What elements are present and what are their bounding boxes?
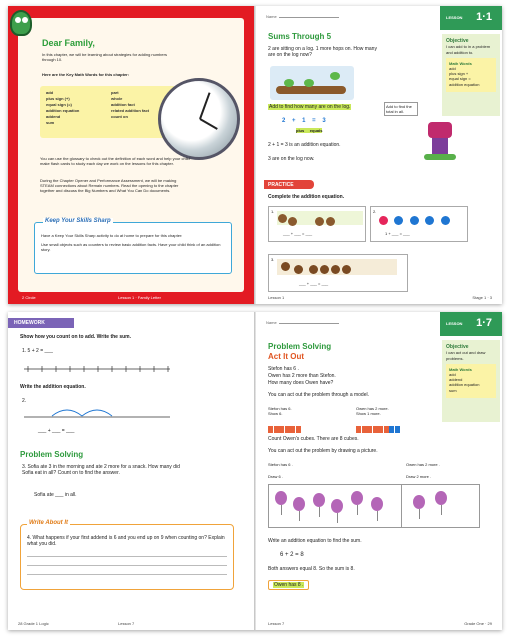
- objective-text: I can add to in a problem and addition to.: [446, 44, 491, 55]
- math-words-title: Math Words: [449, 366, 472, 372]
- page-footer: Lesson 7: [118, 621, 135, 626]
- letter-paragraph-2: You can use the glossary to check out the definition of each word and help your child make flash cards to study each day we work on the lessons for this chapter.: [40, 156, 190, 167]
- exercise-equation: ___ + ___ = ___: [283, 231, 313, 236]
- lesson-tab: [440, 312, 502, 336]
- family-letter-page: [8, 6, 254, 304]
- number-line-2: [22, 404, 172, 422]
- page-number: Grade One · 29: [464, 621, 492, 626]
- owen-label-2: Show 1 more.: [356, 411, 381, 416]
- lesson-number: 1·1: [476, 11, 492, 23]
- balloon-icon: [313, 493, 325, 507]
- math-word: addition equation: [449, 81, 480, 87]
- vocab-word: related addition fact: [111, 108, 150, 113]
- lesson-subtitle: Act It Out: [268, 352, 304, 361]
- letter-paragraph-3: During the Chapter Opener and Performance Assessment, we will be making STEAM connections about Remain numbers. Read the opening to the chapter together and discuss the Big Numbers and What You Can Do documents.: [40, 178, 179, 194]
- cube-icon: [367, 426, 372, 433]
- equation-labels: plus equals: [296, 128, 323, 133]
- balloon-drawing: [268, 484, 480, 528]
- vocab-word: sum: [46, 120, 55, 125]
- q3-text: 3. Sofia ate 3 in the morning and ate 2 more for a snack. How many did Sofia eat in all? Count on to find the answer.: [22, 464, 180, 477]
- log-image: [270, 66, 354, 100]
- math-word: add: [449, 66, 456, 72]
- draw-six: Draw 6 .: [268, 474, 283, 479]
- exercise-1: 1. ___ + ___ = ___: [268, 206, 366, 242]
- cube-icon: [279, 426, 284, 433]
- cube-icon: [268, 426, 273, 433]
- draw-stefon: Stefon has 6 .: [268, 462, 293, 467]
- lesson-label: LESSON: [446, 321, 463, 326]
- math-words-box: [446, 364, 496, 398]
- story-text-2: Use small objects such as counters to review basic addition facts. Have your child think of an addition story.: [41, 242, 221, 253]
- stefon-label-2: Show 6.: [268, 411, 283, 416]
- equation-sentence: 2 + 1 = 3 is an addition equation.: [268, 142, 341, 148]
- math-word: plus sign +: [449, 71, 469, 77]
- math-word: add: [449, 372, 456, 378]
- counter-blue: [441, 216, 450, 225]
- balloon-icon: [413, 495, 425, 509]
- math-words-title: Math Words: [449, 60, 472, 66]
- model-line: You can act out the problem through a model.: [268, 392, 369, 398]
- objective-box: [442, 34, 500, 116]
- owen-label: Owen has 2 more.: [356, 406, 389, 411]
- math-words-box: [446, 58, 496, 92]
- letter-title: Dear Family,: [42, 38, 95, 48]
- math-word: addition equation: [449, 382, 480, 388]
- count-line: Count Owen's cubes. There are 8 cubes.: [268, 436, 359, 442]
- exercise-3: 3. ___ + ___ = ___: [268, 254, 408, 292]
- cube-icon: [290, 426, 295, 433]
- robot-mascot-icon: [422, 116, 458, 160]
- cube-icon: [362, 426, 367, 433]
- draw-two: Draw 2 more .: [406, 474, 432, 479]
- write-about-it-title: Write About It: [29, 520, 68, 526]
- frog-icon: [304, 79, 314, 87]
- balloon-icon: [275, 491, 287, 505]
- page-footer: Lesson 1 · Family Letter: [118, 295, 161, 300]
- equation: 6 + 2 = 8: [280, 552, 304, 558]
- spread-lesson-1-7: [8, 312, 502, 630]
- keep-skills-sharp-box: [34, 218, 232, 274]
- q2-equation: ___ + ___ = ___: [38, 428, 75, 434]
- lesson-number: 1·7: [476, 317, 492, 329]
- step-text: Add to find how many are on the log.: [269, 104, 351, 110]
- balloon-icon: [435, 491, 447, 505]
- story-text-1: Have a Keep Your Skills Sharp activity to do at home to prepare for this chapter:: [41, 233, 183, 238]
- vocab-word: whole: [111, 96, 123, 101]
- cube-train-owen: [356, 420, 400, 438]
- q1-heading: Show how you count on to add. Write the sum.: [20, 334, 132, 340]
- page-footer: Lesson 7: [268, 621, 285, 626]
- letter-intro: In this chapter, we will be learning about strategies for adding numbers through 10.: [42, 52, 167, 63]
- name-line: Name: [266, 320, 339, 325]
- page-number: 28 Grade 1 Logic: [18, 621, 49, 626]
- balloon-icon: [371, 497, 383, 511]
- objective-box: [442, 340, 500, 422]
- final-answer: Owen has 8 .: [268, 580, 309, 590]
- problem-solving-title: Problem Solving: [20, 450, 84, 459]
- counter-blue: [410, 216, 419, 225]
- practice-banner: PRACTICE: [264, 180, 314, 189]
- both-answers: Both answers equal 8. So the sum is 8.: [268, 566, 355, 572]
- equation-prompt: Write an addition equation to find the sum.: [268, 538, 362, 544]
- spread-lesson-1-1: [8, 6, 502, 304]
- cube-icon: [274, 426, 279, 433]
- problem-line-3: How many does Owen have?: [268, 380, 334, 386]
- q2-heading: Write the addition equation.: [20, 384, 86, 390]
- exercise-equation: ___ + ___ = ___: [299, 281, 329, 286]
- draw-line: You can act out the problem by drawing a picture.: [268, 448, 378, 454]
- balloon-icon: [351, 491, 363, 505]
- balloon-icon: [293, 497, 305, 511]
- cube-icon: [373, 426, 378, 433]
- page-footer: Lesson 1: [268, 295, 285, 300]
- counter-blue: [425, 216, 434, 225]
- frog-icon: [330, 72, 340, 80]
- problem-line-1: Stefon has 6 .: [268, 366, 299, 372]
- vocab-word: equal sign (=): [46, 102, 72, 107]
- vocab-word: count on: [111, 114, 128, 119]
- cube-icon: [389, 426, 394, 433]
- page-number: 2 Circle: [22, 295, 36, 300]
- problem-line-2: Owen has 2 more than Stefon.: [268, 373, 336, 379]
- cube-icon: [285, 426, 290, 433]
- q1-text: 1. 5 + 2 = ___: [22, 348, 53, 354]
- stefon-label: Stefon has 6.: [268, 406, 292, 411]
- cube-icon: [395, 426, 400, 433]
- lesson-1-7-page: [256, 312, 502, 630]
- lesson-title: Sums Through 5: [268, 32, 332, 41]
- answer-sentence: 3 are on the log now.: [268, 156, 315, 162]
- q4-text: 4. What happens if your first addend is 6 and you end up on 9 when counting on? Explain what you did.: [27, 535, 225, 548]
- vocab-word: part: [111, 90, 119, 95]
- lesson-1-1-page: [256, 6, 502, 304]
- write-about-it-box: [20, 520, 234, 590]
- balloon-icon: [331, 499, 343, 513]
- lesson-title: Problem Solving: [268, 342, 332, 351]
- vocab-word: addition fact: [111, 102, 135, 107]
- exercise-2: 2. 1 + ___ = ___: [370, 206, 468, 242]
- objective-text: I can act out and draw problems.: [446, 350, 486, 361]
- owl-icon: [10, 10, 32, 36]
- homework-page: [8, 312, 254, 630]
- vocab-list: [46, 90, 170, 126]
- name-line: Name: [266, 14, 339, 19]
- equation: 2 + 1 = 3: [282, 118, 326, 124]
- homework-banner: HOMEWORK: [8, 318, 74, 328]
- number-line-1: [22, 360, 172, 374]
- cube-icon: [384, 426, 389, 433]
- objective-title: Objective: [446, 38, 469, 44]
- lesson-tab: [440, 6, 502, 30]
- clock-image: [158, 78, 240, 160]
- directions: Complete the addition equation.: [268, 194, 345, 200]
- counter-red: [379, 216, 388, 225]
- q2-number: 2.: [22, 398, 27, 404]
- vocab-word: add: [46, 90, 54, 95]
- q3-answer: Sofia ate ___ in all.: [34, 492, 77, 498]
- callout-bubble: Add to find the total in all.: [384, 102, 418, 116]
- cube-icon: [356, 426, 361, 433]
- lesson-label: LESSON: [446, 15, 463, 20]
- math-word: addend: [449, 377, 463, 383]
- objective-title: Objective: [446, 344, 469, 350]
- frog-icon: [284, 79, 294, 87]
- math-word: equal sign =: [449, 76, 471, 82]
- vocab-word: plus sign (+): [46, 96, 70, 101]
- problem-text: 2 are sitting on a log. 1 more hops on. How many are on the log now?: [268, 46, 377, 59]
- vocab-lead: Here are the Key Math Words for this chapter:: [42, 72, 130, 77]
- exercise-equation: 1 + ___ = ___: [385, 231, 410, 236]
- page-number: Stage 1 · 3: [472, 295, 492, 300]
- counter-blue: [394, 216, 403, 225]
- draw-owen: Owen has 2 more .: [406, 462, 440, 467]
- cube-icon: [296, 426, 301, 433]
- cube-icon: [378, 426, 383, 433]
- story-title: Keep Your Skills Sharp: [45, 218, 111, 224]
- math-word: sum: [449, 387, 457, 393]
- vocab-box: [40, 86, 176, 138]
- vocab-word: addend: [46, 114, 61, 119]
- vocab-word: addition equation: [46, 108, 80, 113]
